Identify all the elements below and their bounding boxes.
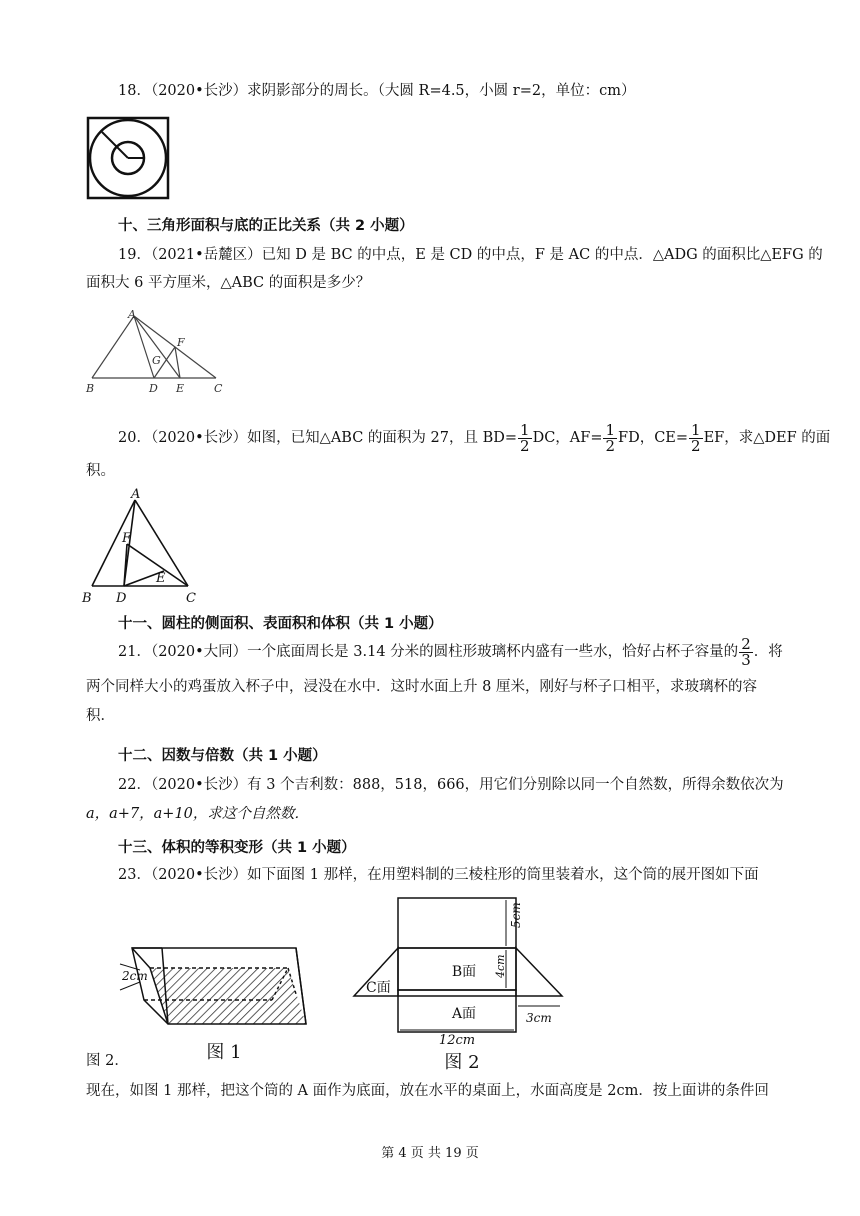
q20-frac-2 xyxy=(603,420,617,455)
q23-fig2-dim-3: 3cm xyxy=(526,1011,552,1025)
q21-line2: 两个同样大小的鸡蛋放入杯子中，浸没在水中．这时水面上升 8 厘米，刚好与杯子口相平，求玻璃杯的容 xyxy=(86,679,757,695)
q20-frac-1-num: 1 xyxy=(520,420,530,439)
q21-frac-den: 3 xyxy=(741,650,751,669)
q23-fig2-dim-12: 12cm xyxy=(438,1033,476,1048)
q20-frac-3-den: 2 xyxy=(691,436,701,455)
q21-line3: 积． xyxy=(86,708,115,724)
q22-number: 22． xyxy=(118,777,151,793)
q19-label-b: B xyxy=(86,382,95,395)
q21-source: （2020•大同） xyxy=(150,644,248,660)
q19-number: 19． xyxy=(118,247,151,263)
q23-line3: 现在，如图 1 那样，把这个筒的 A 面作为底面，放在水平的桌面上，水面高度是 2cm．按上面讲的条件回 xyxy=(86,1083,769,1099)
q19-label-c: C xyxy=(214,382,223,395)
q23-fig2-face-a: A面 xyxy=(451,1006,477,1022)
q22-line1-text: 有 3 个吉利数：888，518，666，用它们分别除以同一个自然数，所得余数依次为 xyxy=(247,777,784,793)
page-footer: 第 4 页 共 19 页 xyxy=(381,1146,479,1161)
q20-frac-1-den: 2 xyxy=(520,436,530,455)
q19-source: （2021•岳麓区） xyxy=(150,247,262,263)
q19-label-e: E xyxy=(176,382,185,395)
q20-part2: DC，AF= xyxy=(532,430,603,446)
q18-body: 求阴影部分的周长。（大圆 R=4.5，小圆 r=2，单位：cm） xyxy=(247,83,636,99)
q23-fig1-caption: 图 1 xyxy=(206,1042,242,1063)
q23-line1 xyxy=(118,864,759,886)
q20-part3: FD，CE= xyxy=(618,430,689,446)
q23-figure-1-prism xyxy=(112,944,322,1064)
q21-line1 xyxy=(118,634,783,670)
q18-number: 18． xyxy=(118,83,151,99)
q21-line1-end: ．将 xyxy=(753,644,783,660)
q19-label-f: F xyxy=(177,336,185,349)
q23-line2: 图 2． xyxy=(86,1053,129,1069)
q20-source: （2020•长沙） xyxy=(150,430,248,446)
q23-fig2-face-b: B面 xyxy=(451,964,477,980)
section-11-heading: 十一、圆柱的侧面积、表面积和体积（共 1 小题） xyxy=(118,616,443,632)
q20-frac-2-den: 2 xyxy=(605,436,616,455)
q20-frac-3-num: 1 xyxy=(691,420,701,439)
q19-line2: 面积大 6 平方厘米，△ABC 的面积是多少？ xyxy=(86,275,371,291)
q18-source: （2020•长沙） xyxy=(150,83,248,99)
q23-fig2-caption: 图 2 xyxy=(444,1052,480,1072)
q22-line1 xyxy=(118,774,784,796)
q20-line1 xyxy=(118,420,830,456)
q23-fig2-dim-4: 4cm xyxy=(494,954,507,978)
q21-frac-num: 2 xyxy=(741,634,751,653)
q23-figure-2-net xyxy=(352,892,582,1072)
q23-number: 23． xyxy=(118,867,151,883)
q21-number: 21． xyxy=(118,644,151,660)
q22-source: （2020•长沙） xyxy=(150,777,248,793)
q20-line2: 积。 xyxy=(86,463,115,479)
q20-label-b: B xyxy=(82,591,92,604)
section-10-heading: 十、三角形面积与底的正比关系（共 2 小题） xyxy=(118,218,414,234)
section-13-heading: 十三、体积的等积变形（共 1 小题） xyxy=(118,840,356,856)
q20-part4: EF，求△DEF 的面 xyxy=(703,430,831,446)
q20-frac-2-num: 1 xyxy=(605,420,616,439)
section-12-heading: 十二、因数与倍数（共 1 小题） xyxy=(118,748,327,764)
q20-figure-triangle xyxy=(80,486,200,604)
q21-line1-text: 一个底面周长是 3.14 分米的圆柱形玻璃杯内盛有一些水，恰好占杯子容量的 xyxy=(247,644,739,660)
q23-fig2-dim-5: 5cm xyxy=(509,902,523,928)
q23-fig2-face-c: C面 xyxy=(366,980,391,996)
q20-label-a: A xyxy=(131,487,141,502)
q20-frac-3 xyxy=(689,420,703,455)
q20-number: 20． xyxy=(118,430,151,446)
q20-label-f: F xyxy=(122,531,132,546)
q19-figure-triangle xyxy=(84,306,234,398)
q19-label-d: D xyxy=(149,382,158,395)
q20-frac-1 xyxy=(518,420,532,455)
q20-label-e: E xyxy=(156,571,166,586)
q21-frac xyxy=(739,634,753,669)
q18-text xyxy=(118,80,635,102)
q18-figure-annulus xyxy=(86,116,170,200)
q19-label-a: A xyxy=(128,308,136,321)
q19-label-g: G xyxy=(152,354,161,367)
q23-source: （2020•长沙） xyxy=(150,867,248,883)
q19-line1-text: 已知 D 是 BC 的中点，E 是 CD 的中点，F 是 AC 的中点．△ADG 的面积比△EFG 的 xyxy=(261,247,823,263)
q19-line1 xyxy=(118,244,823,266)
q20-label-c: C xyxy=(186,591,196,604)
q23-fig1-dim: 2cm xyxy=(122,969,148,983)
q20-part1: 如图，已知△ABC 的面积为 27，且 BD= xyxy=(247,430,518,446)
q22-line2: a，a+7，a+10，求这个自然数． xyxy=(86,806,309,822)
q20-label-d: D xyxy=(116,591,127,604)
q23-line1-text: 如下面图 1 那样，在用塑料制的三棱柱形的筒里装着水，这个筒的展开图如下面 xyxy=(247,867,759,883)
